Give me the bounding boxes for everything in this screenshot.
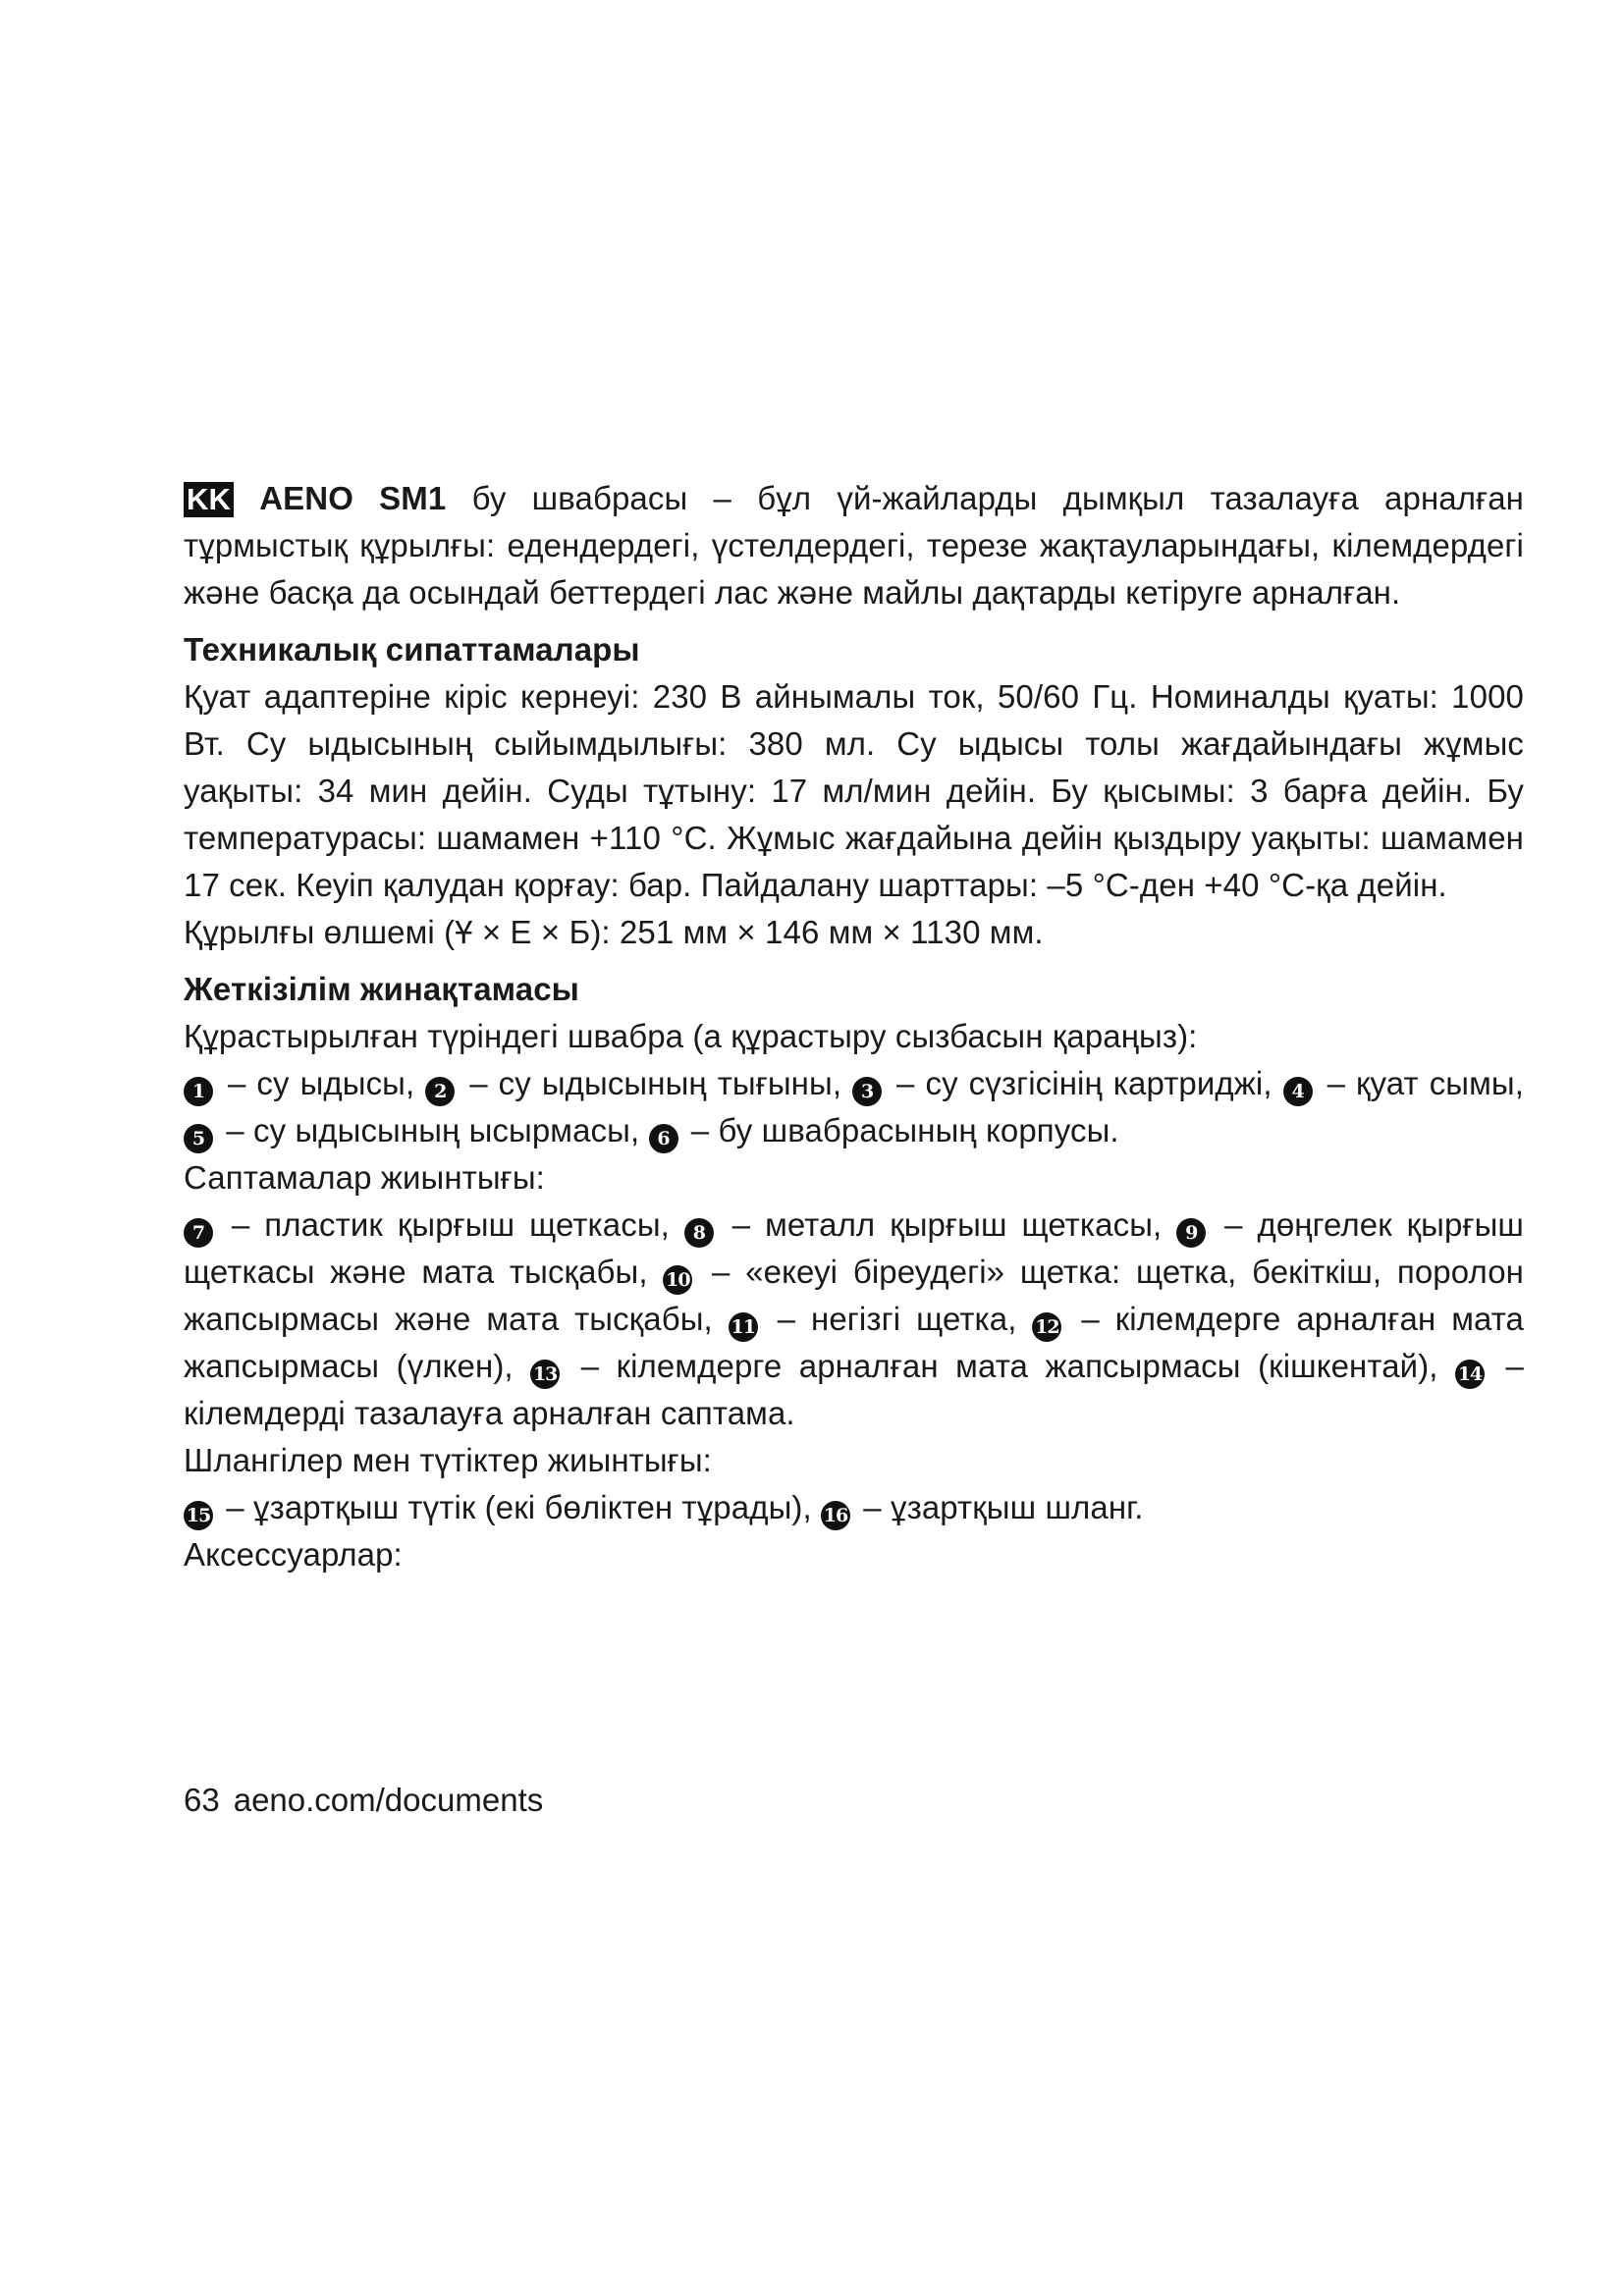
footer-url: aeno.com/documents — [233, 1782, 544, 1818]
list-item: 1 – су ыдысы, — [184, 1065, 425, 1101]
number-badge: 12 — [1032, 1312, 1061, 1342]
list-item: 8 – металл қырғыш щеткасы, — [684, 1206, 1176, 1243]
specs-heading: Техникалық сипаттамалары — [184, 631, 640, 667]
number-badge: 2 — [425, 1077, 455, 1106]
list-item: 5 – су ыдысының ысырмасы, — [184, 1112, 649, 1148]
number-badge: 13 — [530, 1360, 560, 1389]
intro-paragraph — [184, 475, 1524, 616]
list-item: 7 – пластик қырғыш щеткасы, — [184, 1206, 684, 1243]
list-item: 3 – су сүзгісінің картриджі, — [852, 1065, 1283, 1101]
list-item: 11 – негізгі щетка, — [729, 1301, 1033, 1337]
number-badge: 14 — [1455, 1360, 1485, 1389]
list-item: 6 – бу швабрасының корпусы. — [649, 1112, 1119, 1148]
kit-assembled-list — [184, 1060, 1524, 1154]
list-item: 14 – кілемдерді тазалауға арналған саптама. — [184, 1348, 1524, 1431]
number-badge: 15 — [184, 1501, 213, 1530]
number-badge: 16 — [821, 1501, 850, 1530]
number-badge: 8 — [684, 1218, 714, 1248]
kit-nozzles-intro: Саптамалар жиынтығы: — [184, 1159, 545, 1196]
document-body — [184, 475, 1524, 1578]
kit-assembled-intro: Құрастырылған түріндегі швабра (а құрастыру сызбасын қараңыз): — [184, 1018, 1198, 1054]
list-item: 2 – су ыдысының тығыны, — [425, 1065, 852, 1101]
number-badge: 5 — [184, 1124, 213, 1153]
number-badge: 6 — [649, 1124, 678, 1153]
page-number: 63 — [184, 1782, 220, 1818]
product-name: AENO SM1 — [259, 480, 447, 516]
kit-hoses-intro: Шлангілер мен түтіктер жиынтығы: — [184, 1442, 712, 1478]
list-item: 4 – қуат сымы, — [1283, 1065, 1524, 1101]
language-badge: KK — [184, 482, 234, 517]
number-badge: 9 — [1176, 1218, 1206, 1248]
list-item: 12 – кілемдерге арналған мата жапсырмасы (үлкен), — [184, 1301, 1525, 1384]
number-badge: 1 — [184, 1077, 213, 1106]
number-badge: 11 — [729, 1312, 758, 1342]
kit-hoses-list — [184, 1484, 1524, 1531]
specs-body: Қуат адаптеріне кіріс кернеуі: 230 В айнымалы ток, 50/60 Гц. Номиналды қуаты: 1000 Вт. Су ыдысының сыйымдылығы: 380 мл. Су ыдысы толы жағдайындағы жұмыс уақыты: 34 мин дейін. Суды тұтыну: 17 мл/мин дейін. Бу қысымы: 3 барға дейін. Бу температурасы: шамамен +110 °C. Жұмыс жағдайына дейін қыздыру уақыты: шамамен 17 сек. Кеуіп қалудан қорғау: бар. Пайдалану шарттары: –5 °C-ден +40 °C-қа дейін. — [184, 678, 1524, 903]
number-badge: 4 — [1283, 1077, 1313, 1106]
number-badge: 3 — [852, 1077, 882, 1106]
list-item: 9 – дөңгелек қырғыш щеткасы және мата тысқабы, — [184, 1206, 1524, 1290]
list-item: 15 – ұзартқыш түтік (екі бөліктен тұрады), — [184, 1489, 821, 1525]
number-badge: 10 — [663, 1265, 692, 1295]
number-badge: 7 — [184, 1218, 213, 1248]
kit-accessories-intro: Аксессуарлар: — [184, 1536, 403, 1573]
list-item: 13 – кілемдерге арналған мата жапсырмасы (кішкентай), — [530, 1348, 1455, 1384]
intro-text: бу швабрасы – бұл үй-жайларды дымқыл тазалауға арналған тұрмыстық құрылғы: едендердегі, үстелдердегі, терезе жақтауларындағы, кілемдердегі және басқа да осындай беттердегі лас және майлы дақтарды кетіруге арналған. — [184, 480, 1524, 611]
kit-nozzles-list — [184, 1201, 1524, 1437]
kit-heading: Жеткізілім жинақтамасы — [184, 971, 579, 1007]
specs-size: Құрылғы өлшемі (Ұ × Е × Б): 251 мм × 146 мм × 1130 мм. — [184, 914, 1044, 950]
list-item: 16 – ұзартқыш шланг. — [821, 1489, 1144, 1525]
page-footer — [184, 1777, 543, 1824]
list-item: 10 – «екеуі біреудегі» щетка: щетка, бекіткіш, поролон жапсырмасы және мата тысқабы, — [184, 1254, 1524, 1337]
